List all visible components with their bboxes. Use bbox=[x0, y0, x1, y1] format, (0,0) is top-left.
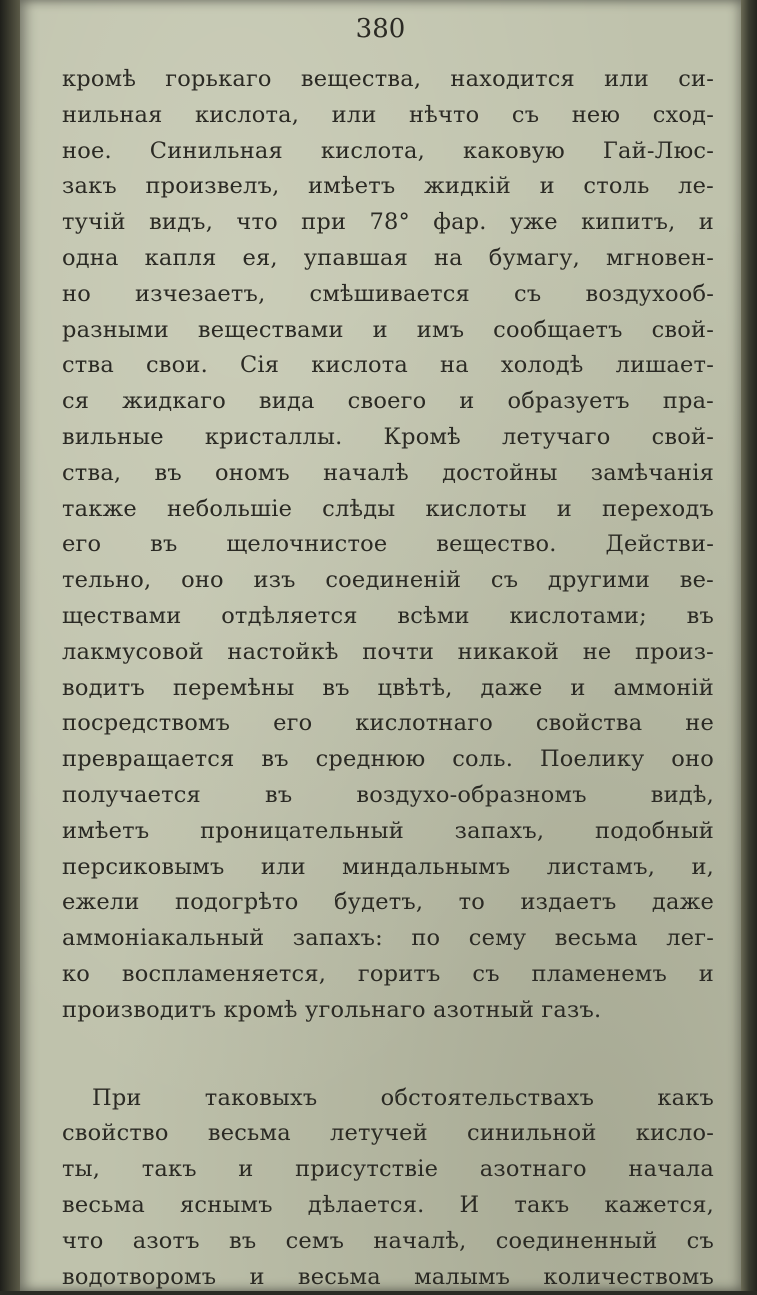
text-line: аммоніакальный запахъ: по сему весьма лег- bbox=[62, 921, 714, 957]
text-line: также небольшіе слѣды кислоты и переходъ bbox=[62, 492, 714, 528]
text-line: получается въ воздухо-образномъ видѣ, bbox=[62, 778, 714, 814]
text-line: тельно, оно изъ соединеній съ другими ве- bbox=[62, 563, 714, 599]
text-line: что азотъ въ семъ началѣ, соединенный съ bbox=[62, 1224, 714, 1260]
text-line: ся жидкаго вида своего и образуетъ пра- bbox=[62, 384, 714, 420]
paragraph-gap bbox=[62, 1029, 714, 1081]
text-line: имѣетъ проницательный запахъ, подобный bbox=[62, 814, 714, 850]
book-gutter bbox=[0, 0, 20, 1291]
text-line: свойство весьма летучей синильной кисло- bbox=[62, 1116, 714, 1152]
page-text bbox=[62, 62, 714, 1295]
text-line: ства, въ ономъ началѣ достойны замѣчанія bbox=[62, 456, 714, 492]
text-line: При таковыхъ обстоятельствахъ какъ bbox=[62, 1081, 714, 1117]
text-line: одна капля ея, упавшая на бумагу, мгновен- bbox=[62, 241, 714, 277]
text-line: но изчезаетъ, смѣшивается съ воздухооб- bbox=[62, 277, 714, 313]
text-line: весьма яснымъ дѣлается. И такъ кажется, bbox=[62, 1188, 714, 1224]
book-page bbox=[20, 0, 741, 1291]
text-line: производитъ кромѣ угольнаго азотный газъ. bbox=[62, 993, 714, 1029]
page-edge bbox=[741, 0, 757, 1291]
page-number: 380 bbox=[20, 14, 741, 44]
text-line: посредствомъ его кислотнаго свойства не bbox=[62, 706, 714, 742]
text-line: тучій видъ, что при 78° фар. уже кипитъ, и bbox=[62, 205, 714, 241]
text-line: ное. Синильная кислота, каковую Гай-Люс- bbox=[62, 134, 714, 170]
text-line: ты, такъ и присутствіе азотнаго начала bbox=[62, 1152, 714, 1188]
text-line: его въ щелочнистое вещество. Действи- bbox=[62, 527, 714, 563]
text-line: лакмусовой настойкѣ почти никакой не произ- bbox=[62, 635, 714, 671]
text-line: закъ произвелъ, имѣетъ жидкій и столь ле- bbox=[62, 169, 714, 205]
text-line: ко воспламеняется, горитъ съ пламенемъ и bbox=[62, 957, 714, 993]
text-line: ществами отдѣляется всѣми кислотами; въ bbox=[62, 599, 714, 635]
paragraph-2 bbox=[62, 1081, 714, 1295]
text-line: водотворомъ и весьма малымъ количествомъ bbox=[62, 1260, 714, 1295]
text-line: превращается въ среднюю соль. Поелику оно bbox=[62, 742, 714, 778]
text-line: ства свои. Сія кислота на холодѣ лишает- bbox=[62, 348, 714, 384]
text-line: вильные кристаллы. Кромѣ летучаго свой- bbox=[62, 420, 714, 456]
text-line: персиковымъ или миндальнымъ листамъ, и, bbox=[62, 850, 714, 886]
text-line: водитъ перемѣны въ цвѣтѣ, даже и аммоній bbox=[62, 671, 714, 707]
text-line: кромѣ горькаго вещества, находится или си- bbox=[62, 62, 714, 98]
text-line: нильная кислота, или нѣчто съ нею сход- bbox=[62, 98, 714, 134]
text-line: ежели подогрѣто будетъ, то издаетъ даже bbox=[62, 885, 714, 921]
paragraph-1 bbox=[62, 62, 714, 1029]
text-line: разными веществами и имъ сообщаетъ свой- bbox=[62, 313, 714, 349]
